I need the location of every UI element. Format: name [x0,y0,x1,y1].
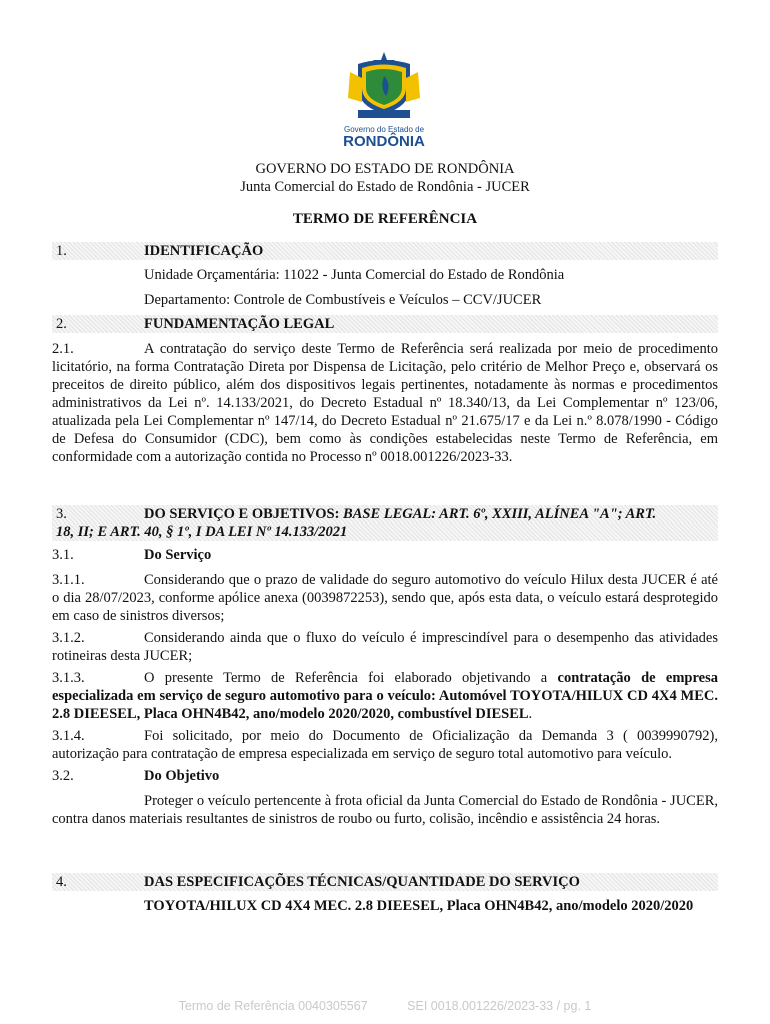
paragraph-3-1-3-bold: contratação de empresa especializada em serviço de seguro automotivo para o veículo: Automóvel TOYOTA/HILUX CD 4X4 MEC. 2.8 DIEESEL, Placa OHN4B42, ano/modelo 2020/2020, combustível DIESEL [52,670,718,722]
paragraph-3-1-3 [52,669,718,723]
paragraph-3-1-3-end: . [528,706,533,722]
footer-process-page: SEI 0018.001226/2023-33 / pg. 1 [407,999,592,1013]
section-4-heading [52,873,718,891]
paragraph-3-1-2-text: Considerando ainda que o fluxo do veículo é imprescindível para o desempenho das atividades rotineiras desta JUCER; [52,630,718,664]
paragraph-3-1-3-number: 3.1.3. [52,670,85,686]
section-4-title: DAS ESPECIFICAÇÕES TÉCNICAS/QUANTIDADE DO SERVIÇO [144,874,580,890]
paragraph-3-1-4-number: 3.1.4. [52,728,85,744]
subsection-3-1-title: Do Serviço [144,547,212,563]
paragraph-3-2: Proteger o veículo pertencente à frota oficial da Junta Comercial do Estado de Rondônia - JUCER, contra danos materiais resultantes de sinistros de roubo ou furto, colisão, incêndio e assistência 24 horas. [52,793,718,827]
section-1-title: IDENTIFICAÇÃO [144,243,264,259]
department: Departamento: Controle de Combustíveis e Veículos – CCV/JUCER [144,292,542,308]
section-3-title-legal-1: BASE LEGAL: ART. 6º, XXIII, ALÍNEA "A"; ART. [343,506,657,522]
subsection-3-2-title: Do Objetivo [144,768,220,784]
paragraph-3-1-4-text: Foi solicitado, por meio do Documento de Oficialização da Demanda 3 ( 0039990792), autorização para contratação de empresa especializada em serviço de seguro total automotivo para veículo. [52,728,718,762]
section-2-title: FUNDAMENTAÇÃO LEGAL [144,316,335,332]
paragraph-3-1-1-number: 3.1.1. [52,572,85,588]
logo-line2: RONDÔNIA [343,133,425,148]
subsection-3-1-number: 3.1. [52,547,74,563]
coat-of-arms-icon [324,48,444,148]
section-3-title-bold: DO SERVIÇO E OBJETIVOS: [144,506,340,522]
section-1-heading [52,242,718,260]
section-2-heading [52,315,718,333]
section-4-number: 4. [56,874,67,890]
section-3-number: 3. [56,506,67,522]
section-3-title [144,505,656,523]
government-name: GOVERNO DO ESTADO DE RONDÔNIA [255,161,515,177]
paragraph-2-1-number: 2.1. [52,341,74,357]
vehicle-specification: TOYOTA/HILUX CD 4X4 MEC. 2.8 DIEESEL, Placa OHN4B42, ano/modelo 2020/2020 [144,898,694,914]
paragraph-3-1-3-text: O presente Termo de Referência foi elaborado objetivando a [144,670,558,686]
section-3-heading-cont [52,523,718,541]
section-2-number: 2. [56,316,67,332]
paragraph-3-1-4 [52,727,718,763]
paragraph-3-1-2-number: 3.1.2. [52,630,85,646]
paragraph-3-1-2 [52,629,718,665]
footer-document-id: Termo de Referência 0040305567 [178,999,368,1013]
document-title: TERMO DE REFERÊNCIA [292,211,478,227]
section-1-number: 1. [56,243,67,259]
subsection-3-2-number: 3.2. [52,768,74,784]
paragraph-3-1-1-text: Considerando que o prazo de validade do seguro automotivo do veículo Hilux desta JUCER é até o dia 28/07/2023, conforme apólice anexa (0039872253), sendo que, após esta data, o veículo estará desprotegido em caso de sinistros diversos; [52,572,718,624]
paragraph-2-1-text: A contratação do serviço deste Termo de Referência será realizada por meio de procedimento licitatório, na forma Contratação Direta por Dispensa de Licitação, pelo critério de Melhor Preço e, observará os preceitos de direito público, além dos dispositivos legais pertinentes, notadamente às normas e procedimentos administrativos da Lei nº. 14.133/2021, do Decreto Estadual nº 18.340/13, da Lei Complementar nº 123/06, atualizada pela Lei Complementar nº 147/14, do Decreto Estadual nº 21.675/17 e da Lei n.º 8.078/1990 - Código de Defesa do Consumidor (CDC), bem como às condições estabelecidas neste Termo de Referência, em conformidade com a autorização contida no Processo nº 0018.001226/2023-33. [52,341,718,465]
budget-unit: Unidade Orçamentária: 11022 - Junta Comercial do Estado de Rondônia [144,267,565,283]
paragraph-2-1 [52,340,718,466]
section-3-title-legal-2: 18, II; E ART. 40, § 1º, I DA LEI Nº 14.133/2021 [56,524,348,540]
agency-name: Junta Comercial do Estado de Rondônia - JUCER [240,179,530,195]
section-3-heading [52,505,718,523]
paragraph-3-1-1 [52,571,718,625]
logo-line1: Governo do Estado de [343,125,425,134]
rondonia-coat-of-arms-logo [324,48,444,148]
page-footer [0,999,770,1013]
